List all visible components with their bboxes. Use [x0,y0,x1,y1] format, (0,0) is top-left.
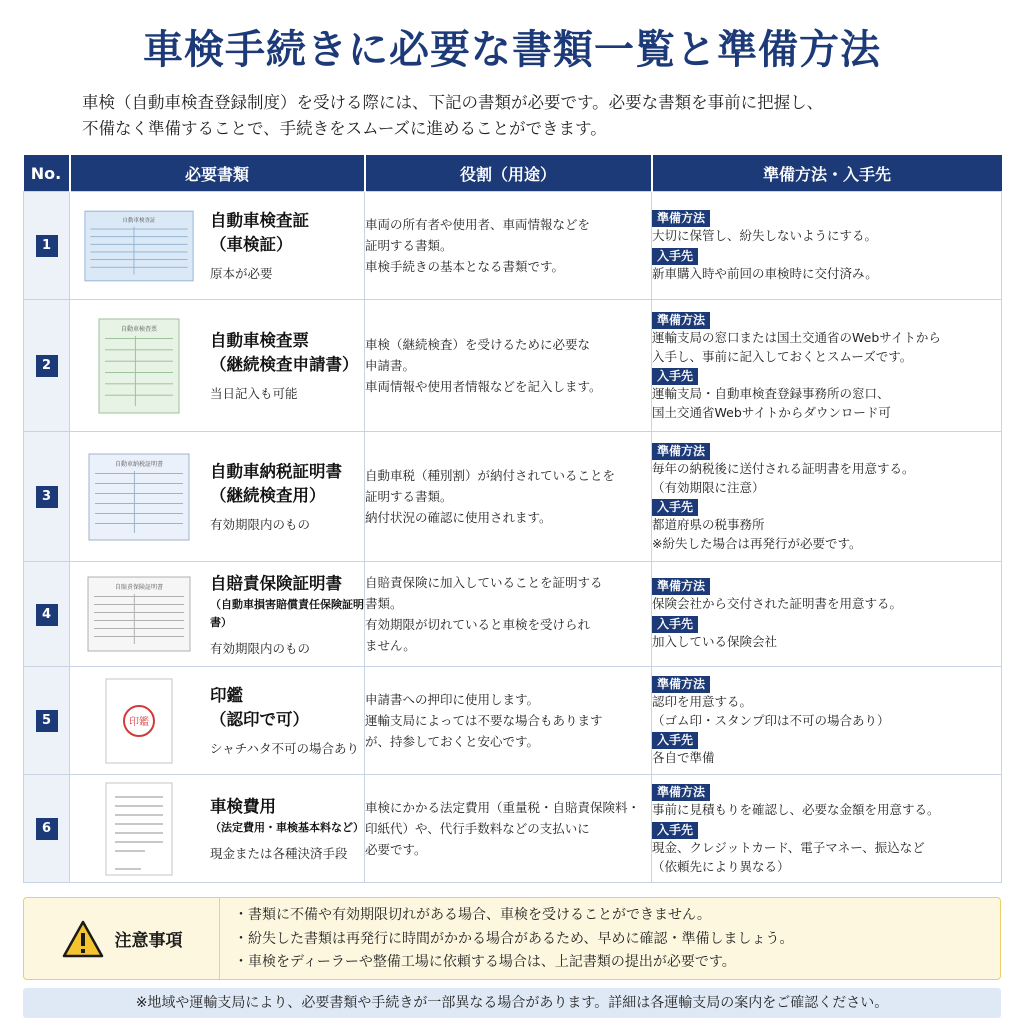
document-thumbnail [84,782,194,876]
role-line: 車両の所有者や使用者、車両情報などを [365,217,591,232]
source-line: （依頼先により異なる） [652,858,790,874]
prep-line: 保険会社から交付された証明書を用意する。 [652,596,903,611]
table-row [24,562,1002,667]
document-image [84,207,194,285]
doc-subname: （継続検査用） [210,486,326,505]
prep-line: 事前に見積もりを確認し、必要な金額を用意する。 [652,801,940,817]
caution-item: ・車検をディーラーや整備工場に依頼する場合は、上記書類の提出が必要です。 [234,954,736,970]
row-number: 4 [36,604,58,626]
row-number-cell [24,775,70,883]
prep-line: 入手し、事前に記入しておくとスムーズです。 [652,348,913,364]
doc-name: 自動車検査証 [210,211,309,230]
doc-subname: （車検証） [210,235,293,254]
role-line: 自動車税（種別割）が納付されていることを [365,468,616,483]
seal-image [105,678,173,764]
source-line: ※紛失した場合は再発行が必要です。 [652,535,862,551]
row-number-cell [24,562,70,667]
prep-cell [652,667,1002,775]
required-doc-cell [70,432,365,562]
source-line: 国土交通省Webサイトからダウンロード可 [652,404,891,420]
role-line: 車検にかかる法定費用（重量税・自賠責保険料・ [365,800,641,815]
doc-name: 自動車検査票 [210,331,309,350]
page-title: 車検手続きに必要な書類一覧と準備方法 [143,27,881,73]
role-line: 車検手続きの基本となる書類です。 [365,259,565,274]
prep-cell [652,432,1002,562]
required-doc-cell [70,300,365,432]
role-line: 書類。 [365,596,403,611]
source-label-badge: 入手先 [652,248,698,265]
document-thumbnail [84,318,194,414]
doc-note: 有効期限内のもの [210,640,311,656]
seal-label: 印鑑 [129,716,149,728]
intro-line-1: 車検（自動車検査登録制度）を受ける際には、下記の書類が必要です。必要な書類を事前に把握し、 [82,93,824,112]
row-number: 1 [36,235,58,257]
source-line: 加入している保険会社 [652,634,778,649]
role-line: が、持参しておくと安心です。 [365,734,540,749]
doc-note: 当日記入も可能 [210,386,298,401]
warning-icon [61,919,105,959]
role-line: 車両情報や使用者情報などを記入します。 [365,379,602,394]
role-cell [365,562,652,667]
row-number-cell [24,432,70,562]
document-label: 自賠責保険証明書 [114,584,164,591]
role-cell [365,300,652,432]
prep-label-badge: 準備方法 [652,443,710,460]
role-line: 有効期限が切れていると車検を受けられ [365,617,591,632]
source-line: 都道府県の税事務所 [652,516,765,532]
doc-subname: （法定費用・車検基本料など） [210,821,364,834]
document-label: 自動車検査証 [122,217,156,224]
document-thumbnail [84,207,194,285]
caution-box [23,897,1001,980]
prep-label-badge: 準備方法 [652,676,710,693]
caution-title: 注意事項 [114,931,183,951]
prep-label-badge: 準備方法 [652,210,710,227]
required-doc-cell [70,775,365,883]
doc-note: 有効期限内のもの [210,517,311,532]
source-label-badge: 入手先 [652,822,698,839]
role-cell [365,775,652,883]
source-label-badge: 入手先 [652,499,698,516]
doc-name: 車検費用 [210,797,276,816]
document-image [87,576,191,652]
role-cell [365,432,652,562]
doc-note: 現金または各種決済手段 [210,846,348,861]
doc-name: 印鑑 [210,686,243,705]
role-line: 運輸支局によっては不要な場合もあります [365,713,603,728]
table-row [24,432,1002,562]
role-line: ません。 [365,638,416,653]
prep-label-badge: 準備方法 [652,578,710,595]
header-no: No. [24,155,70,192]
prep-line: 運輸支局の窓口または国土交通省のWebサイトから [652,329,941,345]
role-line: 証明する書類。 [365,238,453,253]
row-number-cell [24,192,70,300]
role-cell [365,667,652,775]
source-line: 新車購入時や前回の車検時に交付済み。 [652,265,878,281]
role-line: 証明する書類。 [365,489,453,504]
prep-label-badge: 準備方法 [652,312,710,329]
doc-subname: （自動車損害賠償責任保険証明書） [210,597,364,629]
doc-name: 自賠責保険証明書 [210,573,342,593]
doc-note: シャチハタ不可の場合あり [210,741,360,756]
source-label-badge: 入手先 [652,732,698,749]
role-line: 自賠責保険に加入していることを証明する [365,575,603,590]
row-number: 6 [36,818,58,840]
required-doc-cell [70,562,365,667]
role-cell [365,192,652,300]
intro-line-2: 不備なく準備することで、手続きをスムーズに進めることができます。 [82,119,607,138]
role-line: 印紙代）や、代行手数料などの支払いに [365,821,590,836]
header-prep: 準備方法・入手先 [652,155,1002,192]
header-role: 役割（用途） [365,155,652,192]
document-thumbnail [84,576,194,652]
required-doc-cell [70,667,365,775]
row-number-cell [24,667,70,775]
document-image [88,453,190,541]
source-label-badge: 入手先 [652,368,698,385]
prep-line: 大切に保管し、紛失しないようにする。 [652,227,878,243]
source-line: 運輸支局・自動車検査登録事務所の窓口、 [652,385,890,401]
source-line: 各自で準備 [652,749,715,765]
source-line: 現金、クレジットカード、電子マネー、振込など [652,839,925,855]
prep-label-badge: 準備方法 [652,784,710,801]
document-thumbnail [84,453,194,541]
doc-subname: （継続検査申請書） [210,355,359,374]
row-number-cell [24,300,70,432]
source-label-badge: 入手先 [652,616,698,633]
prep-cell [652,192,1002,300]
caution-list [220,898,793,979]
table-row [24,667,1002,775]
doc-subname: （認印で可） [210,710,309,729]
row-number: 5 [36,710,58,732]
documents-table [23,155,1002,883]
required-doc-cell [70,192,365,300]
table-row [24,192,1002,300]
document-image [98,318,180,414]
prep-line: 認印を用意する。 [652,693,753,709]
document-label: 自動車納税証明書 [114,460,164,468]
prep-cell [652,300,1002,432]
role-line: 必要です。 [365,842,427,857]
caution-header [24,898,220,979]
row-number: 2 [36,355,58,377]
receipt-image [105,782,173,876]
prep-cell [652,775,1002,883]
document-thumbnail [84,678,194,764]
row-number: 3 [36,486,58,508]
table-header-row [24,155,1002,192]
caution-item: ・書類に不備や有効期限切れがある場合、車検を受けることができません。 [234,907,711,923]
table-row [24,775,1002,883]
document-label: 自動車検査票 [120,325,158,333]
prep-line: 毎年の納税後に送付される証明書を用意する。 [652,460,915,476]
role-line: 納付状況の確認に使用されます。 [365,510,552,525]
table-row [24,300,1002,432]
doc-note: 原本が必要 [210,266,273,281]
intro-text [82,90,982,142]
header-required: 必要書類 [70,155,365,192]
footer-note: ※地域や運輸支局により、必要書類や手続きが一部異なる場合があります。詳細は各運輸支局の案内をご確認ください。 [23,988,1001,1018]
role-line: 車検（継続検査）を受けるために必要な [365,337,591,352]
caution-item: ・紛失した書類は再発行に時間がかかる場合があるため、早めに確認・準備しましょう。 [234,930,794,947]
prep-line: （ゴム印・スタンプ印は不可の場合あり） [652,712,890,728]
role-line: 申請書への押印に使用します。 [365,692,540,707]
prep-cell [652,562,1002,667]
role-line: 申請書。 [365,358,416,373]
doc-name: 自動車納税証明書 [210,462,342,481]
prep-line: （有効期限に注意） [652,479,765,495]
